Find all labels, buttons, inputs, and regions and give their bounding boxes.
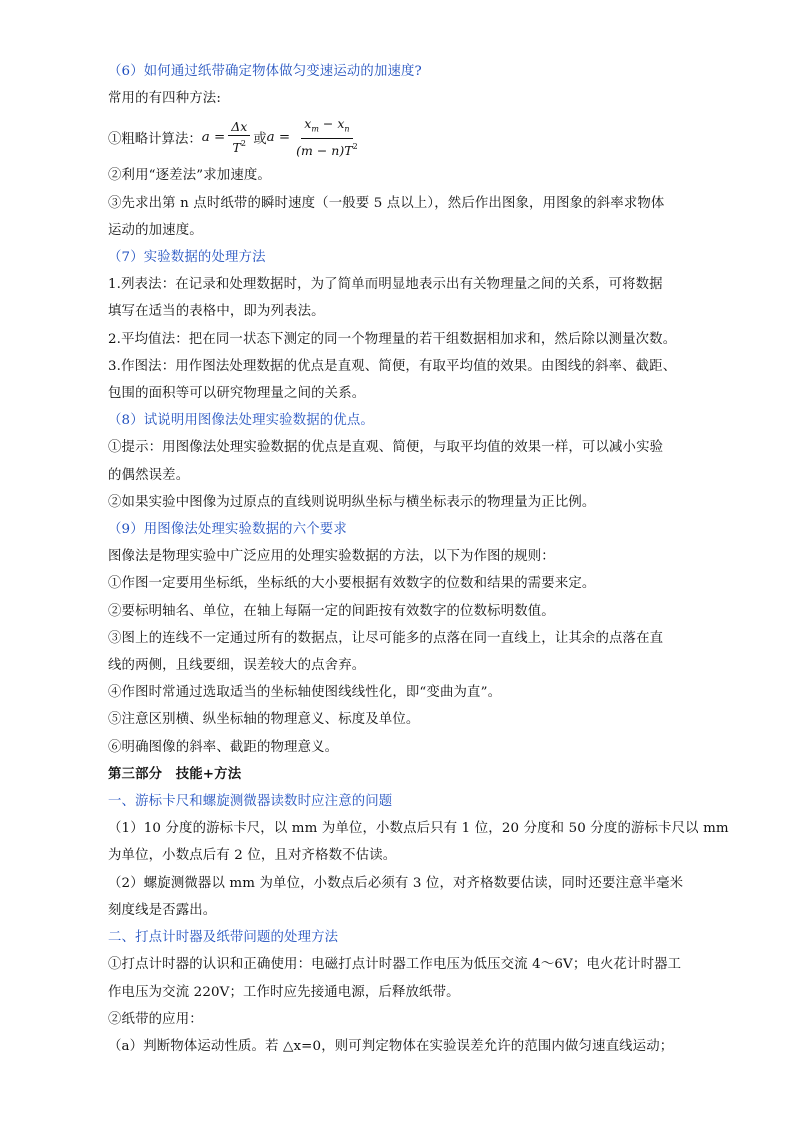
paragraph-line: ②如果实验中图像为过原点的直线则说明纵坐标与横坐标表示的物理量为正比例。 (108, 494, 596, 510)
fraction-denominator-2: $(m - n)T^2$ (296, 141, 358, 158)
fraction-numerator: Δx (228, 119, 250, 136)
paragraph-line: ①提示：用图像法处理实验数据的优点是直观、简便，与取平均值的效果一样，可以减小实验 (108, 440, 664, 456)
paragraph-line: 的偶然误差。 (108, 467, 190, 483)
subheading-one: 一、游标卡尺和螺旋测微器读数时应注意的问题 (108, 794, 393, 810)
paragraph-line: ②利用“逐差法”求加速度。 (108, 168, 271, 184)
document-page (108, 58, 729, 1060)
paragraph-line: （2）螺旋测微器以 mm 为单位，小数点后必须有 3 位，对齐格数要估读，同时还要注意半毫米 (108, 875, 684, 891)
paragraph-line: ⑤注意区别横、纵坐标轴的物理意义、标度及单位。 (108, 712, 420, 728)
formula-line (108, 112, 688, 162)
paragraph-line: 线的两侧，且线要细，误差较大的点舍弃。 (108, 658, 366, 674)
paragraph-line: ⑥明确图像的斜率、截距的物理意义。 (108, 739, 339, 755)
paragraph-line: 包围的面积等可以研究物理量之间的关系。 (108, 386, 366, 402)
section-heading-7: （7）实验数据的处理方法 (108, 250, 266, 266)
paragraph-line: 1.列表法：在记录和处理数据时，为了简单而明显地表示出有关物理量之间的关系，可将数据 (108, 277, 663, 293)
formula-or: 或 (253, 131, 267, 147)
paragraph-line: 为单位，小数点后有 2 位，且对齐格数不估读。 (108, 848, 397, 864)
paragraph-line: （a）判断物体运动性质。若 △x=0，则可判定物体在实验误差允许的范围内做匀速直线运动； (108, 1038, 674, 1054)
formula-a-lhs-2: a = (266, 129, 291, 145)
fraction-xm-xn-over-mn-t2 (293, 116, 361, 159)
paragraph-line: 常用的有四种方法: (108, 91, 221, 107)
paragraph-line: 3.作图法：用作图法处理数据的优点是直观、简便，有取平均值的效果。由图线的斜率、截距、 (108, 358, 677, 374)
part-three-heading: 第三部分 技能+方法 (108, 765, 242, 782)
paragraph-line: ③图上的连线不一定通过所有的数据点，让尽可能多的点落在同一直线上，让其余的点落在直 (108, 630, 664, 646)
subheading-two: 二、打点计时器及纸带问题的处理方法 (108, 930, 339, 946)
fraction-denominator: $T^2$ (232, 138, 246, 155)
paragraph-line: ④作图时常通过选取适当的坐标轴使图线线性化，即“变曲为直”。 (108, 685, 502, 701)
paragraph-line: 填写在适当的表格中，即为列表法。 (108, 304, 325, 320)
paragraph-line: 图像法是物理实验中广泛应用的处理实验数据的方法，以下为作图的规则： (108, 549, 555, 565)
section-heading-8: （8）试说明用图像法处理实验数据的优点。 (108, 413, 374, 429)
section-heading-6: （6）如何通过纸带确定物体做匀变速运动的加速度? (108, 64, 422, 79)
formula-a-lhs: a = (201, 129, 226, 145)
formula-prefix: ①粗略计算法： (108, 131, 202, 147)
fraction-delta-x-over-t2 (228, 119, 250, 156)
paragraph-line: ②纸带的应用： (108, 1011, 203, 1027)
paragraph-line: ②要标明轴名、单位，在轴上每隔一定的间距按有效数字的位数标明数值。 (108, 603, 555, 619)
section-heading-9: （9）用图像法处理实验数据的六个要求 (108, 522, 347, 538)
paragraph-line: 2.平均值法：把在同一状态下测定的同一个物理量的若干组数据相加求和，然后除以测量次数。 (108, 331, 677, 347)
paragraph-line: ①打点计时器的认识和正确使用：电磁打点计时器工作电压为低压交流 4～6V；电火花计时器工 (108, 957, 682, 973)
paragraph-line: ③先求出第 n 点时纸带的瞬时速度（一般要 5 点以上），然后作出图象，用图象的斜率求物体 (108, 195, 665, 211)
paragraph-line: 运动的加速度。 (108, 222, 203, 238)
paragraph-line: ①作图一定要用坐标纸，坐标纸的大小要根据有效数字的位数和结果的需要来定。 (108, 576, 596, 592)
paragraph-line: （1）10 分度的游标卡尺，以 mm 为单位，小数点后只有 1 位，20 分度和 50 分度的游标卡尺以 mm (108, 821, 729, 837)
paragraph-line: 作电压为交流 220V；工作时应先接通电源，后释放纸带。 (108, 984, 460, 1000)
paragraph-line: 刻度线是否露出。 (108, 902, 217, 918)
fraction-numerator-2: $x_m - x_n$ (301, 116, 352, 139)
